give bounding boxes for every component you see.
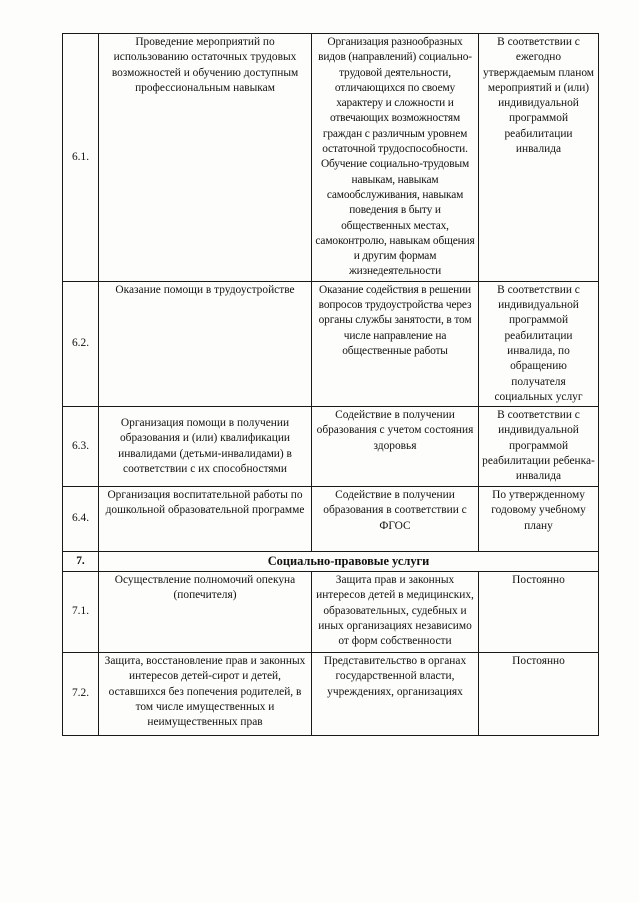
row-number: 6.2. [63,281,99,406]
social-services-table [62,33,599,736]
row-number: 6.4. [63,487,99,552]
table-row [63,572,599,653]
service-content: Содействие в получении образования в соответствии с ФГОС [312,487,479,552]
service-content: Содействие в получении образования с учетом состояния здоровья [312,407,479,487]
section-title: Социально-правовые услуги [99,552,599,572]
service-term: Постоянно [479,572,599,653]
service-name: Организация воспитательной работы по дошкольной образовательной программе [99,487,312,552]
service-content: Оказание содействия в решении вопросов трудоустройства через органы службы занятости, в том числе направление на общественные работы [312,281,479,406]
service-name: Организация помощи в получении образования и (или) квалификации инвалидами (детьми-инвалидами) в соответствии с их способностями [99,407,312,487]
service-term: В соответствии с индивидуальной программой реабилитации инвалида, по обращению получателя социальных услуг [479,281,599,406]
table-row [63,407,599,487]
service-term: Постоянно [479,653,599,736]
section-header-row [63,552,599,572]
service-content: Организация разнообразных видов (направлений) социально-трудовой деятельности, отличающихся по своему характеру и сложности и отвечающих возможностям граждан с различным уровнем остаточной трудоспособности. Обучение социально-трудовым навыкам, навыкам самообслуживания, навыкам поведения в быту и общественных местах, самоконтролю, навыкам общения и другим формам жизнедеятельности [312,34,479,282]
service-name: Проведение мероприятий по использованию остаточных трудовых возможностей и обучению доступным профессиональным навыкам [99,34,312,282]
row-number: 7.2. [63,653,99,736]
service-name: Защита, восстановление прав и законных интересов детей-сирот и детей, оставшихся без попечения родителей, в том числе имущественных и неимущественных прав [99,653,312,736]
table-row [63,487,599,552]
service-name: Осуществление полномочий опекуна (попечителя) [99,572,312,653]
row-number: 6.1. [63,34,99,282]
table-row [63,653,599,736]
section-number: 7. [63,552,99,572]
service-term: По утвержденному годовому учебному плану [479,487,599,552]
service-content: Защита прав и законных интересов детей в медицинских, образовательных, судебных и иных организациях независимо от форм собственности [312,572,479,653]
row-number: 6.3. [63,407,99,487]
service-name: Оказание помощи в трудоустройстве [99,281,312,406]
service-content: Представительство в органах государственной власти, учреждениях, организациях [312,653,479,736]
table-row [63,281,599,406]
row-number: 7.1. [63,572,99,653]
service-term: В соответствии с индивидуальной программой реабилитации ребенка-инвалида [479,407,599,487]
service-term: В соответствии с ежегодно утверждаемым планом мероприятий и (или) индивидуальной программой реабилитации инвалида [479,34,599,282]
table-row [63,34,599,282]
